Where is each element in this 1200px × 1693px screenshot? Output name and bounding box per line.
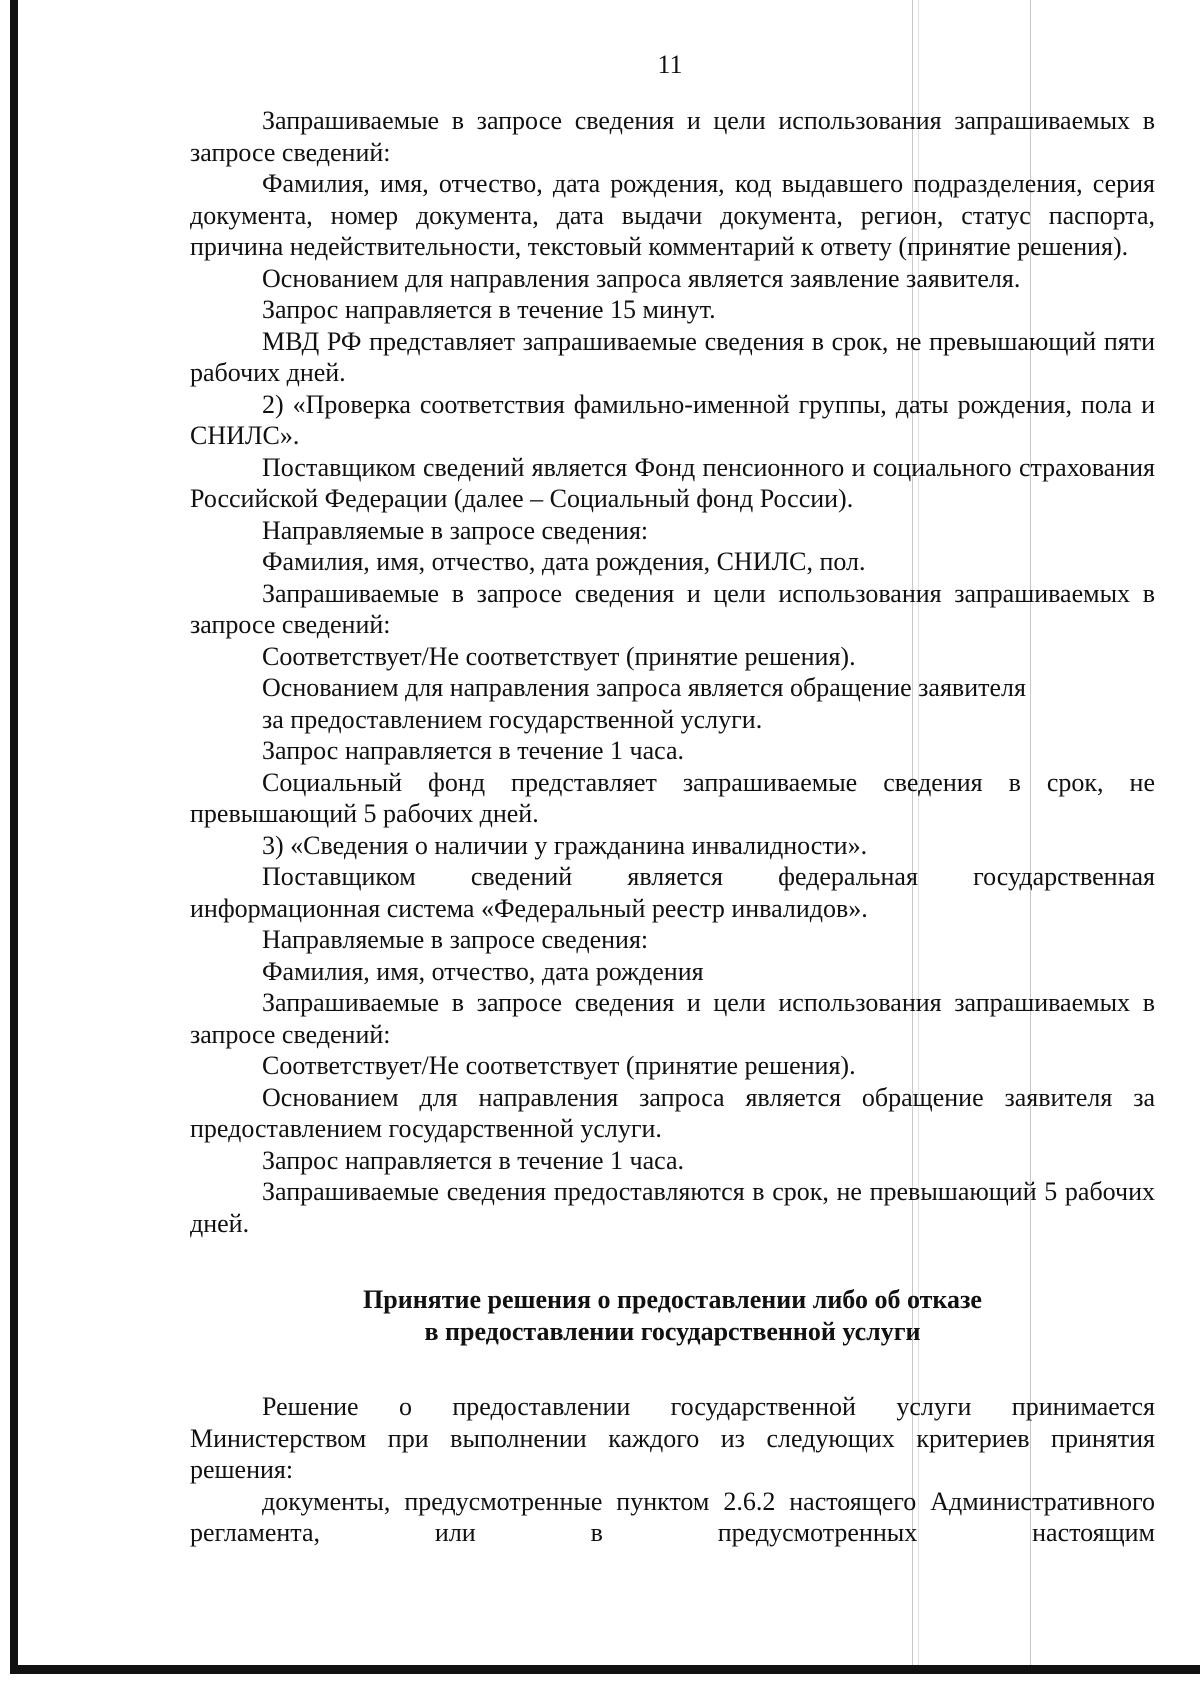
paragraph: Запрашиваемые сведения предоставляются в срок, не превышающий 5 рабочих дней. xyxy=(190,1177,1155,1238)
paragraph: Решение о предоставлении государственной услуги принимается Министерством при выполнении каждого из следующих критериев принятия решения: xyxy=(190,1392,1155,1484)
paragraph: Поставщиком сведений является федеральная государственная информационная система «Федеральный реестр инвалидов». xyxy=(190,862,1155,923)
paragraph: Фамилия, имя, отчество, дата рождения, код выдавшего подразделения, серия документа, номер документа, дата выдачи документа, регион, статус паспорта, причина недействительности, текстовый комментарий к ответу (принятие решения). xyxy=(190,169,1155,261)
section-heading-line: Принятие решения о предоставлении либо об отказе xyxy=(363,1285,982,1314)
paragraph: Направляемые в запросе сведения: xyxy=(262,515,649,545)
scan-left-border xyxy=(10,0,18,1672)
paragraph: Запрос направляется в течение 1 часа. xyxy=(262,736,685,765)
paragraph: Поставщиком сведений является Фонд пенсионного и социального страхования Российской Федерации (далее – Социальный фонд России). xyxy=(190,452,1155,513)
document-body xyxy=(190,105,1155,1549)
section-heading xyxy=(190,1284,1155,1348)
paragraph: Соответствует/Не соответствует (принятие решения). xyxy=(262,641,856,671)
paragraph: Запрашиваемые в запросе сведения и цели использования запрашиваемых в запросе сведений: xyxy=(190,106,1155,167)
paragraph: Основанием для направления запроса является обращение заявителя за предоставлением государственной услуги. xyxy=(190,1082,1155,1143)
paragraph: Фамилия, имя, отчество, дата рождения, СНИЛС, пол. xyxy=(262,547,866,576)
paragraph: Соответствует/Не соответствует (принятие решения). xyxy=(262,1051,856,1080)
paragraph: 3) «Сведения о наличии у гражданина инвалидности». xyxy=(262,830,868,860)
paragraph: 2) «Проверка соответствия фамильно-именной группы, даты рождения, пола и СНИЛС». xyxy=(190,389,1155,450)
paragraph: Запрос направляется в течение 15 минут. xyxy=(262,295,716,324)
paragraph: Основанием для направления запроса является заявление заявителя. xyxy=(262,263,1021,293)
paragraph: Запрашиваемые в запросе сведения и цели использования запрашиваемых в запросе сведений: xyxy=(190,578,1155,639)
paragraph: МВД РФ представляет запрашиваемые сведения в срок, не превышающий пяти рабочих дней. xyxy=(190,326,1155,387)
paragraph: за предоставлением государственной услуги. xyxy=(262,704,763,734)
section-heading-line: в предоставлении государственной услуги xyxy=(424,1317,921,1346)
paragraph: Запрашиваемые в запросе сведения и цели использования запрашиваемых в запросе сведений: xyxy=(190,988,1155,1049)
scan-bottom-border xyxy=(10,1665,1200,1674)
paragraph: Социальный фонд представляет запрашиваемые сведения в срок, не превышающий 5 рабочих дней. xyxy=(190,767,1155,828)
paragraph: Направляемые в запросе сведения: xyxy=(262,925,649,954)
paragraph: Фамилия, имя, отчество, дата рождения xyxy=(262,956,704,986)
page-number: 11 xyxy=(657,50,683,79)
paragraph: документы, предусмотренные пунктом 2.6.2 настоящего Административного регламента, или в предусмотренных настоящим xyxy=(190,1486,1155,1547)
paragraph: Запрос направляется в течение 1 часа. xyxy=(262,1145,685,1175)
paragraph: Основанием для направления запроса является обращение заявителя xyxy=(262,673,1026,702)
